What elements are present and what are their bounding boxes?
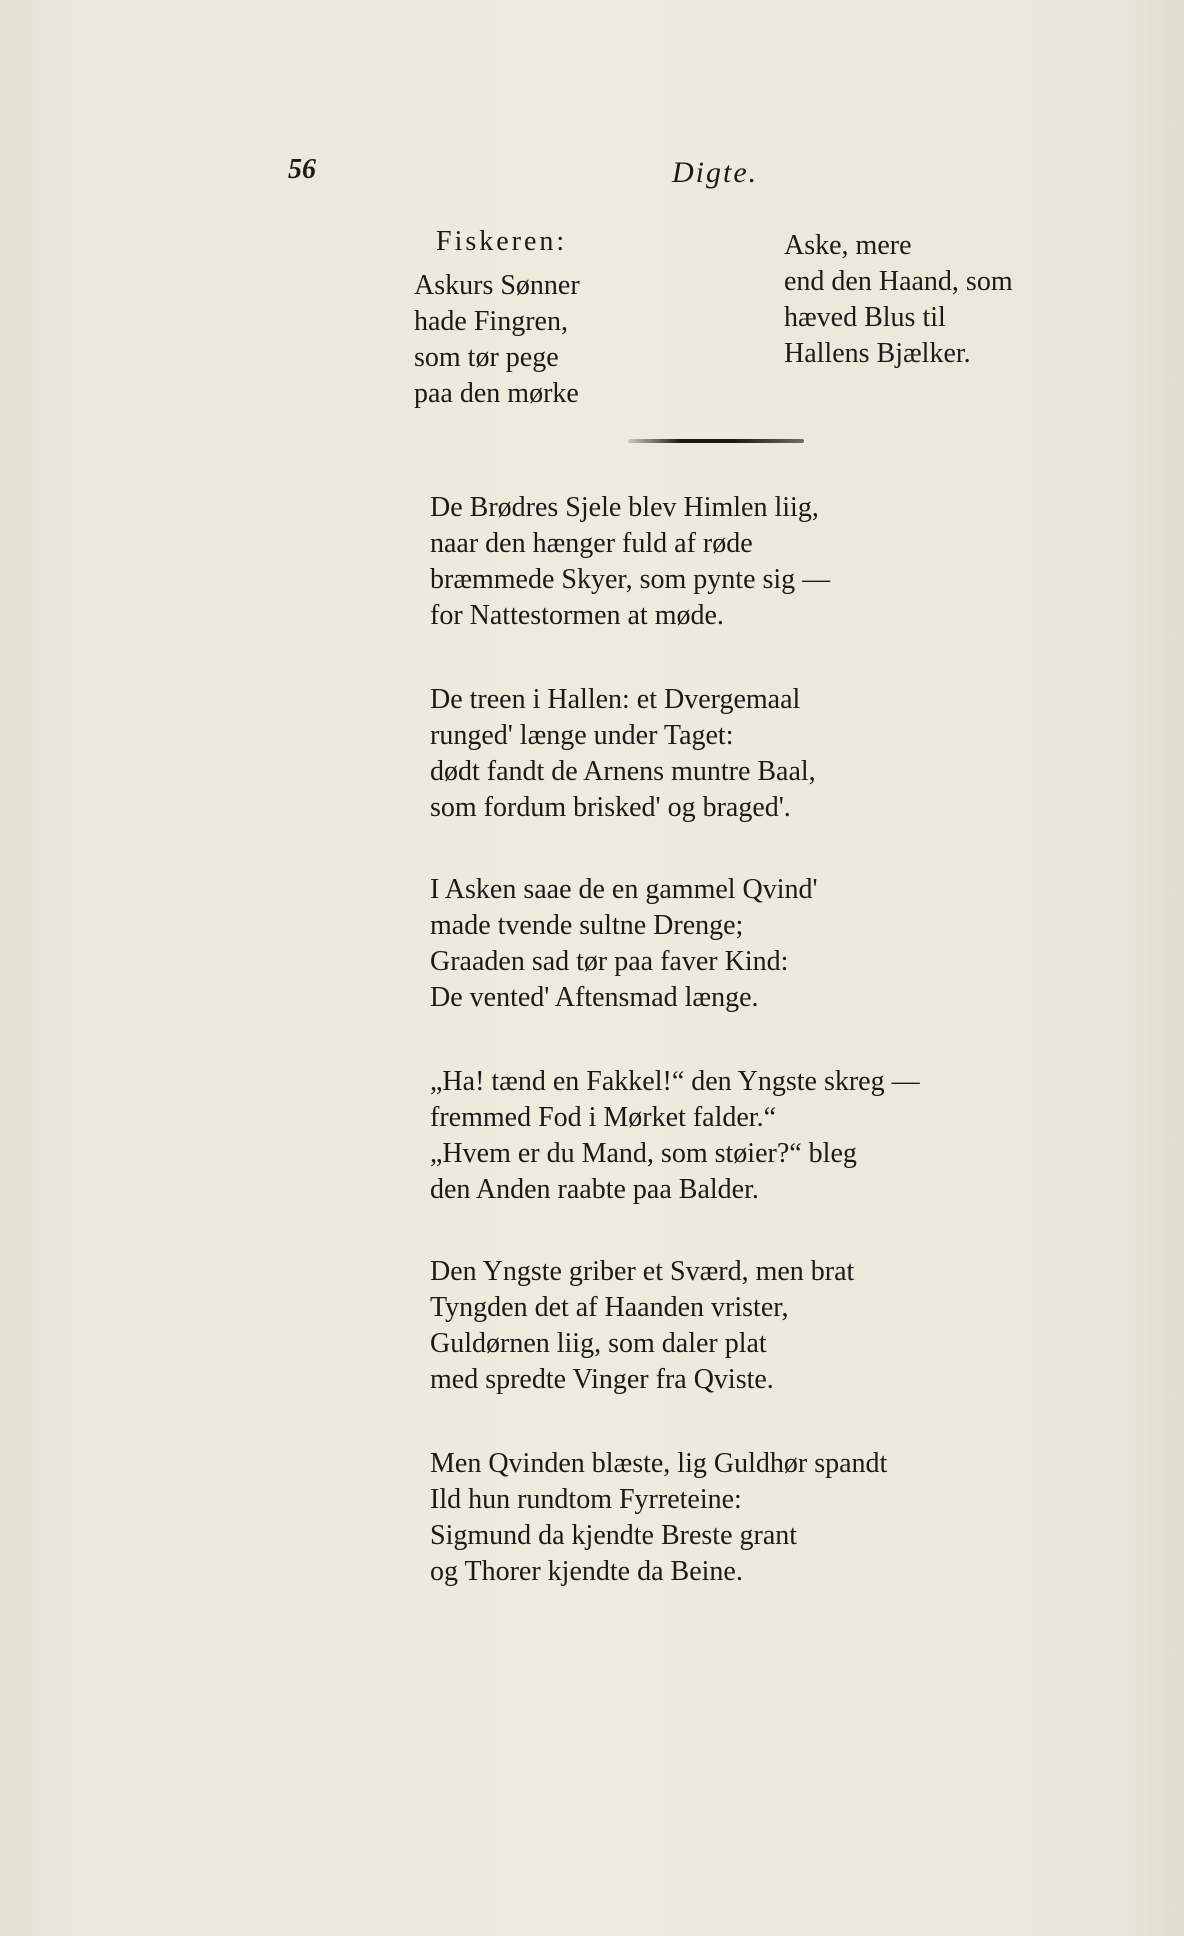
verse-line: De Brødres Sjele blev Himlen liig, [430, 492, 819, 523]
verse-line: som fordum brisked' og braged'. [430, 792, 791, 823]
verse-line: „Ha! tænd en Fakkel!“ den Yngste skreg — [430, 1066, 920, 1097]
stanza-3 [430, 872, 818, 1016]
stanza-2 [430, 682, 816, 826]
verse-line: Sigmund da kjendte Breste grant [430, 1520, 798, 1551]
verse-line: og Thorer kjendte da Beine. [430, 1556, 743, 1587]
verse-line: Den Yngste griber et Sværd, men brat [430, 1256, 855, 1287]
stanza-6 [430, 1446, 887, 1590]
verse-line: fremmed Fod i Mørket falder.“ [430, 1102, 777, 1133]
stanza-4 [430, 1064, 920, 1208]
verse-line: den Anden raabte paa Balder. [430, 1174, 759, 1205]
dialogue-right-column [784, 228, 1013, 372]
verse-line: Men Qvinden blæste, lig Guldhør spandt [430, 1448, 888, 1479]
dialogue-left-column [414, 268, 580, 412]
verse-line: runged' længe under Taget: [430, 720, 734, 751]
stanza-5 [430, 1254, 854, 1398]
verse-line: Ild hun rundtom Fyrreteine: [430, 1484, 742, 1515]
page-number: 56 [288, 154, 316, 185]
verse-line: hade Fingren, [414, 306, 568, 337]
verse-line: De treen i Hallen: et Dvergemaal [430, 684, 801, 715]
verse-line: Tyngden det af Haanden vrister, [430, 1292, 789, 1323]
speaker-label: Fiskeren: [436, 226, 568, 257]
verse-line: Guldørnen liig, som daler plat [430, 1328, 767, 1359]
verse-line: Hallens Bjælker. [784, 338, 971, 369]
verse-line: end den Haand, som [784, 266, 1013, 297]
verse-line: naar den hænger fuld af røde [430, 528, 753, 559]
verse-line: „Hvem er du Mand, som støier?“ bleg [430, 1138, 857, 1169]
verse-line: Aske, mere [784, 230, 912, 261]
verse-line: hæved Blus til [784, 302, 946, 333]
running-title: Digte. [672, 156, 759, 189]
verse-line: I Asken saae de en gammel Qvind' [430, 874, 818, 905]
verse-line: De vented' Aftensmad længe. [430, 982, 759, 1013]
verse-line: made tvende sultne Drenge; [430, 910, 744, 941]
verse-line: bræmmede Skyer, som pynte sig — [430, 564, 831, 595]
verse-line: som tør pege [414, 342, 559, 373]
stanza-1 [430, 490, 830, 634]
verse-line: paa den mørke [414, 378, 579, 409]
verse-line: med spredte Vinger fra Qviste. [430, 1364, 774, 1395]
section-divider [628, 439, 804, 443]
verse-line: dødt fandt de Arnens muntre Baal, [430, 756, 816, 787]
verse-line: Graaden sad tør paa faver Kind: [430, 946, 789, 977]
verse-line: Askurs Sønner [414, 270, 580, 301]
verse-line: for Nattestormen at møde. [430, 600, 724, 631]
